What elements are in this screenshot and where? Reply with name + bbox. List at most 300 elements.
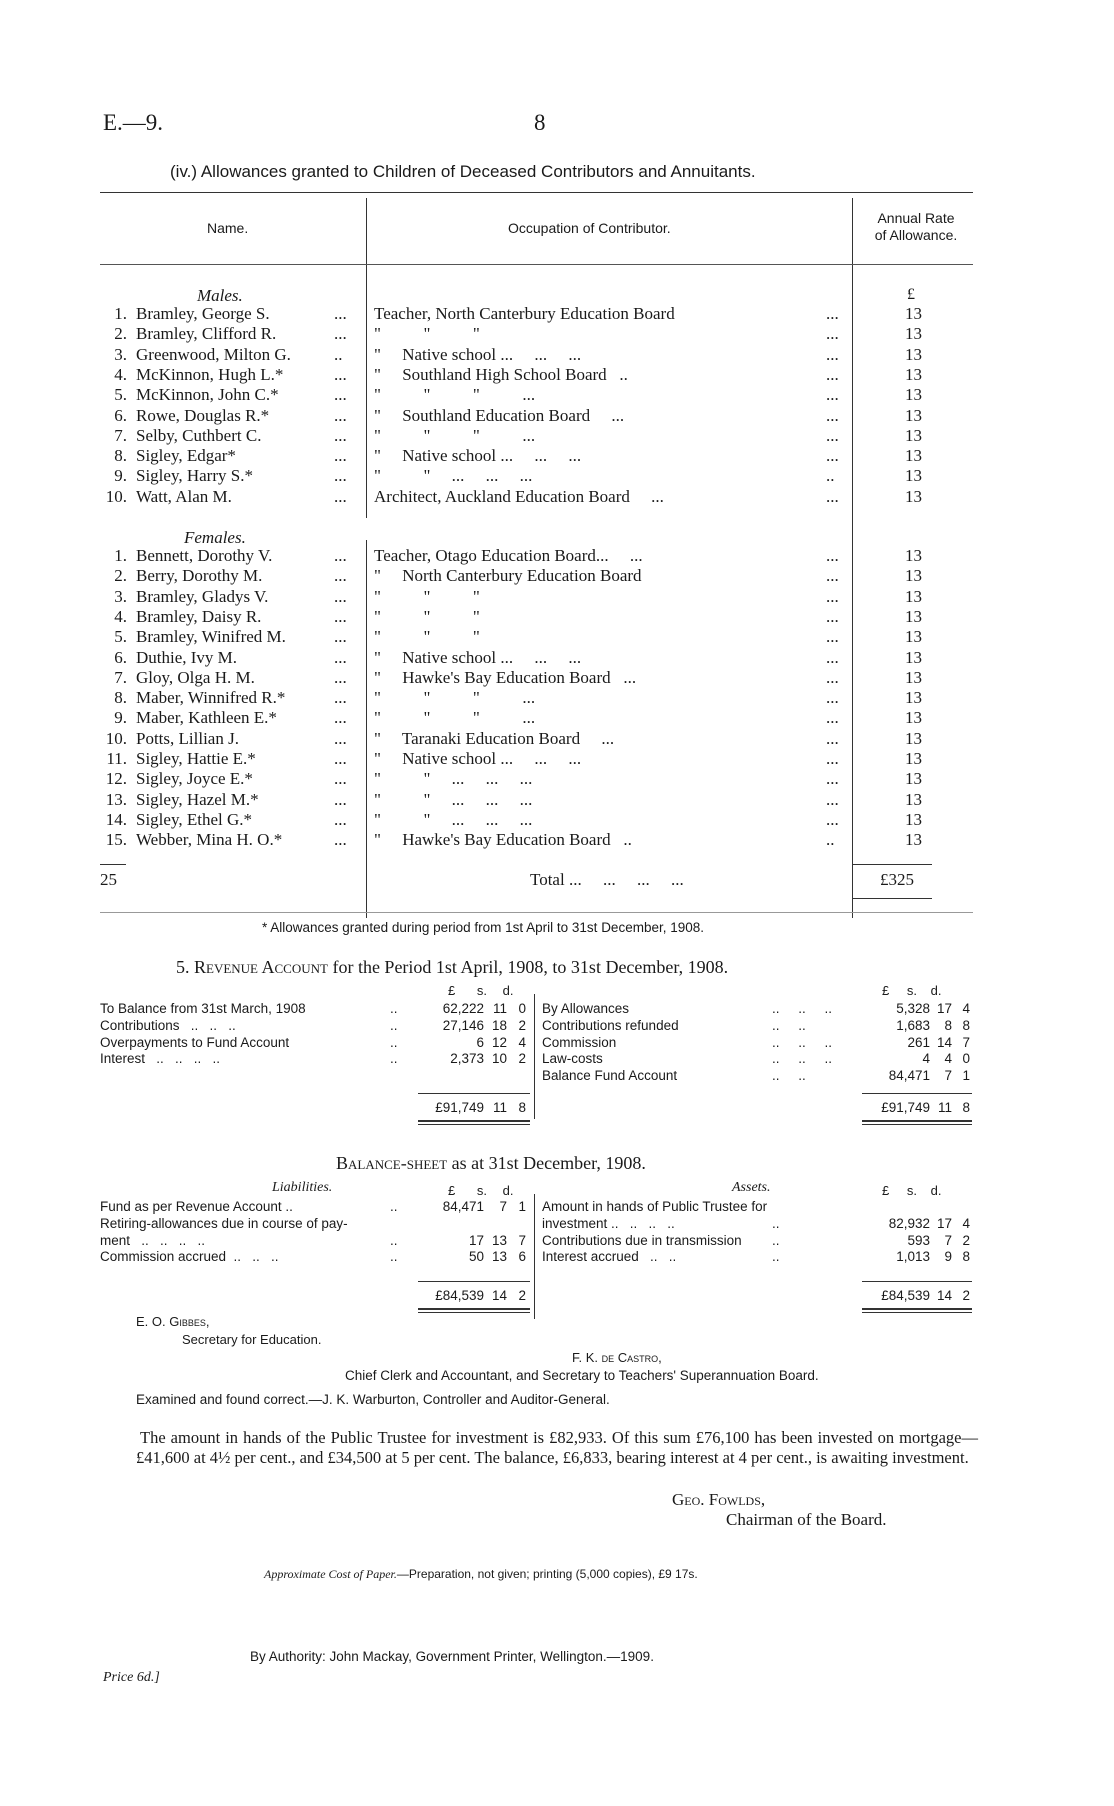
- child-name: Rowe, Douglas R.*: [136, 405, 270, 425]
- balance-left-sum-rule: [418, 1281, 530, 1282]
- leader-dots: ..: [390, 1232, 398, 1248]
- occupation: " Southland Education Board ...: [374, 405, 625, 425]
- row-number: 4.: [114, 606, 127, 626]
- allowance-row: [0, 426, 1114, 446]
- trail-dots: ...: [826, 769, 839, 789]
- trail-dots: ..: [826, 466, 835, 486]
- annual-rate: 13: [905, 405, 922, 425]
- account-label: Amount in hands of Public Trustee for: [542, 1199, 768, 1214]
- row-number: 10.: [105, 728, 127, 748]
- child-name: Sigley, Harry S.*: [136, 466, 253, 486]
- total-label: Total ... ... ... ...: [530, 870, 684, 889]
- child-name: Maber, Winnifred R.*: [136, 688, 286, 708]
- trail-dots: ..: [826, 830, 835, 850]
- account-label: Overpayments to Fund Account: [100, 1034, 290, 1050]
- account-label: By Allowances: [542, 1001, 630, 1016]
- amount-shillings: 8: [944, 1017, 952, 1033]
- annual-rate: 13: [905, 344, 922, 364]
- trail-dots: ...: [826, 627, 839, 647]
- amount-pounds: 27,146: [442, 1017, 484, 1033]
- revenue-title-rest: for the Period 1st April, 1908, to 31st December, 1908.: [327, 957, 729, 977]
- balance-right-double-rule-2: [862, 1312, 972, 1313]
- total-shillings: 11: [937, 1100, 952, 1115]
- row-number: 6.: [114, 405, 127, 425]
- table-bottom-rule: [100, 912, 973, 913]
- amount-shillings: 17: [936, 1215, 952, 1231]
- account-row: [100, 1000, 530, 1017]
- account-row: [542, 1000, 972, 1017]
- closing-signer-title: Chairman of the Board.: [726, 1510, 887, 1529]
- leader-dots: ..: [390, 1034, 398, 1050]
- leader-dots: .. ..: [772, 1068, 806, 1084]
- child-name: Bramley, Clifford R.: [136, 324, 277, 344]
- trail-dots: ...: [826, 728, 839, 748]
- occupation: " Southland High School Board ..: [374, 364, 628, 384]
- leader-dots: ..: [772, 1215, 780, 1231]
- allowance-row: [0, 668, 1114, 688]
- allowance-row: [0, 345, 1114, 365]
- row-number: 9.: [114, 708, 127, 728]
- allowance-row: [0, 749, 1114, 769]
- row-number: 15.: [105, 830, 127, 850]
- leader-dots: ...: [334, 809, 347, 829]
- unit-pence: d.: [930, 983, 942, 998]
- child-name: Bramley, Daisy R.: [136, 606, 262, 626]
- allowance-row: [0, 406, 1114, 426]
- occupation: " " " ...: [374, 688, 536, 708]
- allowance-row: [0, 324, 1114, 344]
- allowance-row: [0, 729, 1114, 749]
- total-rule-bottom: [852, 898, 932, 899]
- amount-shillings: 10: [491, 1051, 507, 1067]
- amount-pence: 1: [962, 1068, 970, 1084]
- trail-dots: ...: [826, 688, 839, 708]
- annual-rate: 13: [905, 324, 922, 344]
- leader-dots: ..: [390, 1051, 398, 1067]
- amount-pounds: 4: [922, 1051, 930, 1067]
- allowance-row: [0, 769, 1114, 789]
- unit-pounds: £: [882, 1183, 890, 1198]
- trail-dots: ...: [826, 749, 839, 768]
- account-label: To Balance from 31st March, 1908: [100, 1001, 306, 1016]
- price: Price 6d.]: [103, 1670, 160, 1685]
- allowance-row: [0, 810, 1114, 830]
- leader-dots: ...: [334, 466, 347, 486]
- total-pounds: £84,539: [435, 1288, 484, 1303]
- amount-pounds: 261: [907, 1034, 930, 1050]
- account-row: [542, 1248, 972, 1265]
- unit-pence: d.: [930, 1183, 942, 1198]
- occupation: " North Canterbury Education Board: [374, 566, 642, 586]
- trail-dots: ...: [826, 667, 839, 687]
- unit-shillings: s.: [906, 1183, 917, 1198]
- col-header-rate: [860, 210, 972, 244]
- annual-rate: 13: [905, 466, 922, 486]
- balance-left-double-rule-1: [418, 1308, 530, 1310]
- leader-dots: ..: [390, 1249, 398, 1265]
- leader-dots: ...: [334, 385, 347, 405]
- account-row: [542, 1067, 972, 1084]
- annual-rate: 13: [905, 728, 922, 748]
- row-number: 2.: [114, 324, 127, 344]
- leader-dots: ...: [334, 647, 347, 667]
- account-row: [542, 1034, 972, 1051]
- col-header-rate-line1: Annual Rate: [877, 210, 955, 226]
- amount-pence: 2: [518, 1051, 526, 1067]
- occupation: " Hawke's Bay Education Board ...: [374, 667, 637, 687]
- leader-dots: .. .. ..: [772, 1034, 833, 1050]
- amount-pounds: 1,683: [896, 1017, 930, 1033]
- authority-line: By Authority: John Mackay, Government Printer, Wellington.—1909.: [250, 1649, 654, 1664]
- cost-note-italic: Approximate Cost of Paper.: [264, 1567, 397, 1581]
- leader-dots: ...: [334, 688, 347, 708]
- amount-pence: 8: [962, 1249, 970, 1265]
- amount-shillings: 7: [944, 1232, 952, 1248]
- child-name: Bramley, George S.: [136, 304, 270, 323]
- allowance-row: [0, 790, 1114, 810]
- trail-dots: ...: [826, 304, 839, 323]
- trail-dots: ...: [826, 586, 839, 606]
- amount-pence: 4: [962, 1215, 970, 1231]
- leader-dots: ...: [334, 324, 347, 344]
- allowance-row: [0, 546, 1114, 566]
- leader-dots: ..: [772, 1249, 780, 1265]
- child-name: Greenwood, Milton G.: [136, 344, 291, 364]
- account-row: [100, 1232, 530, 1249]
- annual-rate: 13: [905, 606, 922, 626]
- revenue-right-double-rule-2: [862, 1124, 972, 1125]
- child-name: Sigley, Edgar*: [136, 446, 236, 466]
- account-row: [100, 1034, 530, 1051]
- account-label: ment .. .. .. ..: [100, 1232, 206, 1248]
- allowance-row: [0, 566, 1114, 586]
- document-ref: E.—9.: [103, 110, 164, 135]
- gibbes-title: Secretary for Education.: [182, 1332, 322, 1347]
- trail-dots: ...: [826, 486, 839, 506]
- allowances-title: (iv.) Allowances granted to Children of Deceased Contributors and Annuitants.: [170, 162, 756, 181]
- trail-dots: ...: [826, 647, 839, 667]
- balance-title-sc: Balance-sheet: [336, 1153, 448, 1173]
- row-number: 11.: [106, 749, 127, 768]
- leader-dots: ...: [334, 405, 347, 425]
- account-row: [542, 1198, 972, 1215]
- currency-symbol: £: [907, 286, 915, 303]
- allowance-row: [0, 385, 1114, 405]
- child-name: Gloy, Olga H. M.: [136, 667, 255, 687]
- amount-pence: 6: [518, 1249, 526, 1265]
- total-pence: 8: [962, 1100, 970, 1115]
- amount-shillings: 11: [492, 1001, 507, 1016]
- allowance-row: [0, 607, 1114, 627]
- unit-shillings: s.: [906, 983, 917, 998]
- amount-shillings: 17: [936, 1001, 952, 1016]
- leader-dots: ...: [334, 627, 347, 647]
- occupation: " " ": [374, 324, 480, 344]
- occupation: " " " ...: [374, 385, 536, 405]
- trail-dots: ...: [826, 606, 839, 626]
- child-name: Sigley, Hazel M.*: [136, 789, 259, 809]
- amount-pounds: 82,932: [888, 1215, 930, 1231]
- trail-dots: ...: [826, 385, 839, 405]
- trail-dots: ...: [826, 425, 839, 445]
- annual-rate: 13: [905, 688, 922, 708]
- amount-pounds: 84,471: [442, 1199, 484, 1214]
- balance-title: [336, 1153, 646, 1174]
- row-number: 1.: [114, 546, 127, 565]
- occupation: Teacher, North Canterbury Education Board: [374, 304, 675, 323]
- row-number: 4.: [114, 364, 127, 384]
- amount-shillings: 18: [491, 1017, 507, 1033]
- unit-pence: d.: [502, 1183, 514, 1198]
- leader-dots: .. .. ..: [772, 1001, 833, 1016]
- total-pence: 2: [518, 1288, 526, 1303]
- account-row: [100, 1050, 530, 1067]
- amount-pence: 7: [962, 1034, 970, 1050]
- amount-shillings: 14: [936, 1034, 952, 1050]
- allowance-row: [0, 708, 1114, 728]
- amount-pence: 0: [518, 1001, 526, 1016]
- row-number: 2.: [114, 566, 127, 586]
- annual-rate: 13: [905, 586, 922, 606]
- annual-rate: 13: [905, 446, 922, 466]
- leader-dots: ...: [334, 606, 347, 626]
- annual-rate: 13: [905, 830, 922, 850]
- amount-pounds: 50: [468, 1249, 484, 1265]
- trail-dots: ...: [826, 364, 839, 384]
- header-rule: [100, 264, 973, 265]
- row-number: 3.: [114, 344, 127, 364]
- leader-dots: ...: [334, 708, 347, 728]
- row-number: 9.: [114, 466, 127, 486]
- occupation: " Taranaki Education Board ...: [374, 728, 615, 748]
- child-name: Watt, Alan M.: [136, 486, 232, 506]
- page-number: 8: [534, 110, 546, 135]
- total-pence: 8: [518, 1100, 526, 1115]
- amount-shillings: 9: [944, 1249, 952, 1265]
- annual-rate: 13: [905, 769, 922, 789]
- unit-pounds: £: [448, 983, 456, 998]
- trail-dots: ...: [826, 324, 839, 344]
- unit-pence: d.: [502, 983, 514, 998]
- total-pounds: £91,749: [881, 1100, 930, 1115]
- amount-pence: 2: [962, 1232, 970, 1248]
- amount-shillings: 7: [944, 1068, 952, 1084]
- annual-rate: 13: [905, 385, 922, 405]
- occupation: " " ": [374, 627, 480, 647]
- leader-dots: .. ..: [772, 1017, 806, 1033]
- amount-pence: 1: [518, 1199, 526, 1214]
- unit-shillings: s.: [476, 1183, 487, 1198]
- assets-heading: Assets.: [732, 1180, 771, 1195]
- occupation: " " " ...: [374, 708, 536, 728]
- annual-rate: 13: [905, 647, 922, 667]
- unit-pounds: £: [448, 1183, 456, 1198]
- revenue-left-total: [418, 1099, 530, 1116]
- table-top-rule: [100, 192, 973, 193]
- balance-right-sum-rule: [862, 1281, 972, 1282]
- leader-dots: ...: [334, 304, 347, 323]
- allowance-row: [0, 446, 1114, 466]
- amount-shillings: 7: [499, 1199, 507, 1214]
- leader-dots: ..: [772, 1232, 780, 1248]
- revenue-title: [176, 957, 728, 978]
- leader-dots: ...: [334, 749, 347, 768]
- account-label: investment .. .. .. ..: [542, 1215, 675, 1231]
- occupation: " " ... ... ...: [374, 809, 533, 829]
- revenue-left-double-rule-2: [418, 1124, 530, 1125]
- child-name: Webber, Mina H. O.*: [136, 830, 283, 850]
- leader-dots: ...: [334, 586, 347, 606]
- annual-rate: 13: [905, 809, 922, 829]
- col-header-occupation: Occupation of Contributor.: [508, 220, 671, 236]
- allowance-row: [0, 648, 1114, 668]
- col-header-name: Name.: [207, 220, 249, 236]
- annual-rate: 13: [905, 566, 922, 586]
- leader-dots: ...: [334, 364, 347, 384]
- amount-pence: 8: [962, 1017, 970, 1033]
- row-number: 7.: [114, 425, 127, 445]
- row-number: 7.: [114, 667, 127, 687]
- occupation: " Native school ... ... ...: [374, 749, 582, 768]
- amount-shillings: 13: [491, 1249, 507, 1265]
- account-label: Balance Fund Account: [542, 1068, 678, 1084]
- child-name: Sigley, Joyce E.*: [136, 769, 253, 789]
- child-name: Sigley, Ethel G.*: [136, 809, 252, 829]
- child-name: Maber, Kathleen E.*: [136, 708, 277, 728]
- occupation: " " ... ... ...: [374, 769, 533, 789]
- annual-rate: 13: [905, 667, 922, 687]
- balance-left-unit-header: [448, 1183, 513, 1198]
- annual-rate: 13: [905, 486, 922, 506]
- amount-pounds: 6: [476, 1034, 484, 1050]
- child-name: Berry, Dorothy M.: [136, 566, 263, 586]
- occupation: Teacher, Otago Education Board... ...: [374, 546, 643, 565]
- females-heading: Females.: [184, 528, 246, 547]
- leader-dots: ..: [334, 344, 343, 364]
- revenue-left-double-rule-1: [418, 1120, 530, 1122]
- annual-rate: 13: [905, 708, 922, 728]
- amount-shillings: 4: [944, 1051, 952, 1067]
- child-name: Selby, Cuthbert C.: [136, 425, 262, 445]
- total-pence: 2: [962, 1288, 970, 1303]
- amount-pounds: 1,013: [896, 1249, 930, 1265]
- allowance-row: [0, 587, 1114, 607]
- trail-dots: ...: [826, 708, 839, 728]
- account-row: [100, 1198, 530, 1215]
- leader-dots: ...: [334, 667, 347, 687]
- total-rule-top: [852, 864, 932, 865]
- occupation: " Hawke's Bay Education Board ..: [374, 830, 632, 850]
- occupation: " " ... ... ...: [374, 789, 533, 809]
- allowance-row: [0, 487, 1114, 507]
- trail-dots: ...: [826, 546, 839, 565]
- child-name: Potts, Lillian J.: [136, 728, 239, 748]
- leader-dots: ..: [390, 1199, 398, 1214]
- account-row: [542, 1050, 972, 1067]
- males-heading: Males.: [197, 286, 243, 305]
- total-shillings: 14: [491, 1288, 507, 1303]
- closing-signer: Geo. Fowlds,: [672, 1490, 766, 1509]
- total-pounds: £91,749: [435, 1100, 484, 1115]
- occupation: " " ": [374, 606, 480, 626]
- revenue-left-sum-rule: [418, 1093, 530, 1094]
- balance-right-double-rule-1: [862, 1308, 972, 1310]
- account-label: Commission: [542, 1034, 617, 1050]
- balance-left-total: [418, 1287, 530, 1304]
- occupation: " Native school ... ... ...: [374, 344, 582, 364]
- leader-dots: ...: [334, 546, 347, 565]
- amount-pence: 4: [518, 1034, 526, 1050]
- account-label: Contributions .. .. ..: [100, 1017, 236, 1033]
- account-row: [100, 1215, 530, 1232]
- balance-right-unit-header: [882, 1183, 941, 1198]
- total-amount: £325: [880, 870, 914, 889]
- balance-divider: [534, 1194, 535, 1319]
- amount-shillings: 13: [491, 1232, 507, 1248]
- allowance-row: [0, 627, 1114, 647]
- account-row: [542, 1215, 972, 1232]
- leader-dots: ...: [334, 425, 347, 445]
- amount-pence: 2: [518, 1017, 526, 1033]
- amount-pounds: 62,222: [442, 1001, 484, 1016]
- row-number: 6.: [114, 647, 127, 667]
- gibbes-name: E. O. Gibbes,: [136, 1314, 210, 1329]
- allowance-row: [0, 830, 1114, 850]
- child-name: McKinnon, John C.*: [136, 385, 279, 405]
- row-number: 14.: [105, 809, 127, 829]
- leader-dots: ...: [334, 728, 347, 748]
- child-name: Sigley, Hattie E.*: [136, 749, 256, 768]
- total-count: 25: [100, 870, 117, 889]
- trail-dots: ...: [826, 566, 839, 586]
- revenue-divider: [534, 994, 535, 1119]
- child-name: Bennett, Dorothy V.: [136, 546, 273, 565]
- row-number: 5.: [114, 627, 127, 647]
- revenue-left-unit-header: [448, 983, 513, 998]
- occupation: " " ": [374, 586, 480, 606]
- revenue-right-unit-header: [882, 983, 941, 998]
- child-name: Duthie, Ivy M.: [136, 647, 238, 667]
- allowance-row: [0, 304, 1114, 324]
- row-number: 1.: [114, 304, 127, 323]
- amount-pence: 7: [518, 1232, 526, 1248]
- account-row: [100, 1017, 530, 1034]
- account-row: [100, 1248, 530, 1265]
- occupation: " Native school ... ... ...: [374, 647, 582, 667]
- closing-paragraph: The amount in hands of the Public Trustee for investment is £82,933. Of this sum £76,100 has been invested on mortgage—£41,600 at 4½ per cent., and £34,500 at 5 per cent. The balance, £6,833, bearing interest at 4 per cent., is awaiting investment.: [136, 1428, 978, 1467]
- annual-rate: 13: [905, 627, 922, 647]
- account-row: [542, 1017, 972, 1034]
- examined-line: Examined and found correct.—J. K. Warburton, Controller and Auditor-General.: [136, 1392, 610, 1407]
- account-row: [542, 1232, 972, 1249]
- annual-rate: 13: [905, 425, 922, 445]
- leader-dots: ...: [334, 830, 347, 850]
- allowance-row: [0, 365, 1114, 385]
- cost-note: [264, 1567, 698, 1582]
- amount-pounds: 593: [907, 1232, 930, 1248]
- revenue-title-sc: Revenue Account: [194, 957, 328, 977]
- amount-pounds: 2,373: [450, 1051, 484, 1067]
- account-label: Fund as per Revenue Account ..: [100, 1199, 293, 1214]
- revenue-right-double-rule-1: [862, 1120, 972, 1122]
- amount-pounds: 5,328: [896, 1001, 930, 1016]
- trail-dots: ...: [826, 809, 839, 829]
- row-number: 8.: [114, 688, 127, 708]
- row-number: 13.: [105, 789, 127, 809]
- annual-rate: 13: [905, 789, 922, 809]
- account-label: Commission accrued .. .. ..: [100, 1249, 279, 1265]
- total-pounds: £84,539: [881, 1288, 930, 1303]
